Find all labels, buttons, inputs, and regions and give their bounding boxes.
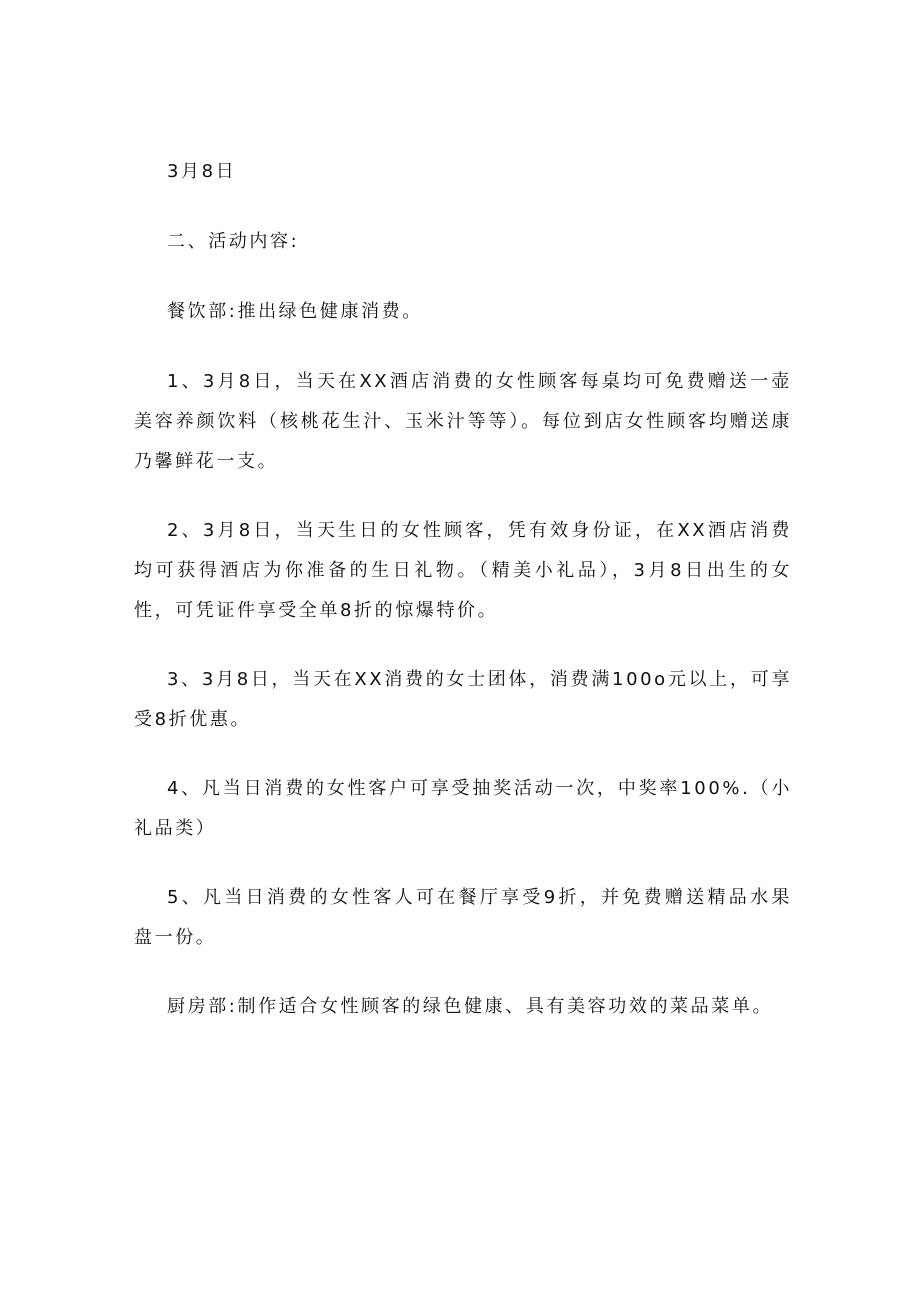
activity-item-5: 5、凡当日消费的女性客人可在餐厅享受9折，并免费赠送精品水果盘一份。: [134, 887, 792, 948]
activity-item-2: 2、3月8日，当天生日的女性顾客，凭有效身份证，在XX酒店消费均可获得酒店为你准备的生日礼物。（精美小礼品），3月8日出生的女性，可凭证件享受全单8折的惊爆特价。: [134, 520, 792, 621]
kitchen-line: 厨房部:制作适合女性顾客的绿色健康、具有美容功效的菜品菜单。: [167, 996, 774, 1017]
activity-item-4: 4、凡当日消费的女性客户可享受抽奖活动一次，中奖率100%.（小礼品类）: [134, 778, 792, 839]
activity-item-1: 1、3月8日，当天在XX酒店消费的女性顾客每桌均可免费赠送一壶美容养颜饮料（核桃花生汁、玉米汁等等）。每位到店女性顾客均赠送康乃馨鲜花一支。: [134, 371, 792, 472]
dining-intro: 餐饮部:推出绿色健康消费。: [167, 301, 423, 322]
date-line: 3月8日: [167, 161, 237, 182]
document-body: [134, 152, 792, 1056]
section-heading: 二、活动内容:: [167, 231, 300, 252]
activity-item-3: 3、3月8日，当天在XX消费的女士团体，消费满100o元以上，可享受8折优惠。: [134, 669, 792, 730]
